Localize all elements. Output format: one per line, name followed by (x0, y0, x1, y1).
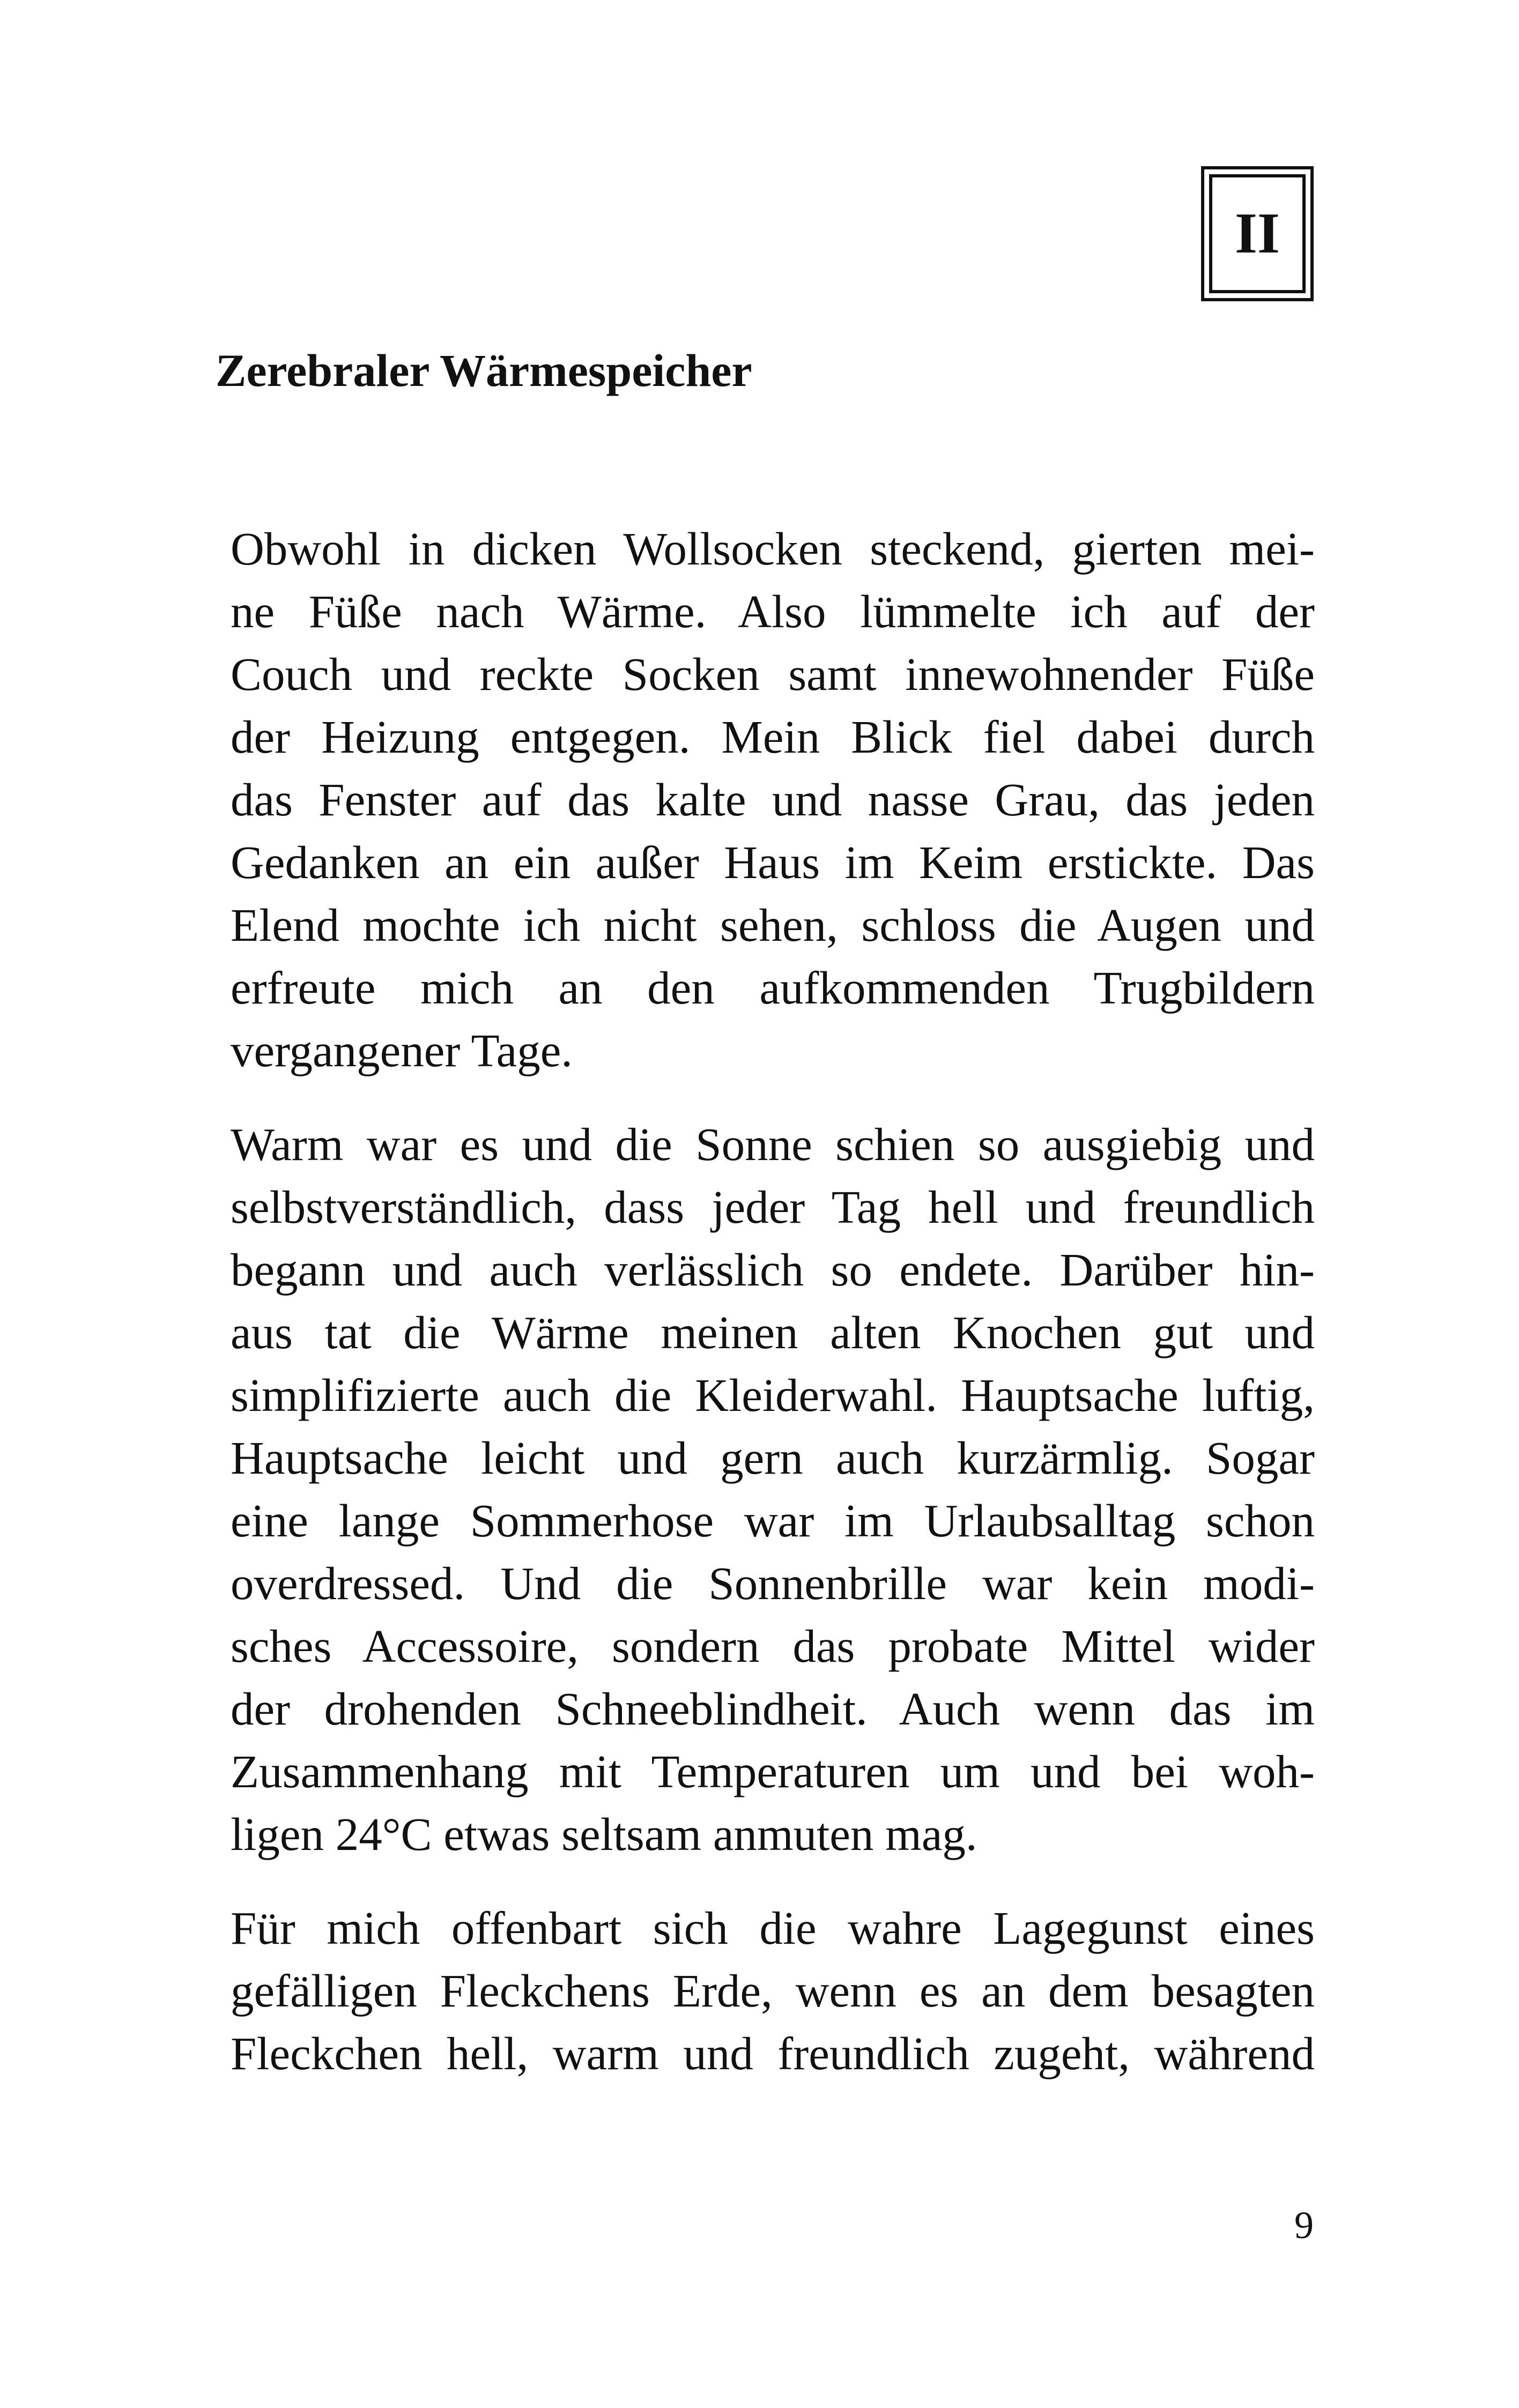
chapter-number-box (1201, 166, 1314, 301)
paragraph-1 (216, 517, 1315, 1082)
text-line: simplifizierte auch die Kleiderwahl. Hauptsache luftig, (231, 1369, 1315, 1421)
text-line: eine lange Sommerhose war im Urlaubsalltag schon (231, 1495, 1315, 1547)
chapter-title: Zerebraler Wärmespeicher (216, 345, 752, 396)
text-line: Warm war es und die Sonne schien so ausgiebig und (231, 1118, 1315, 1170)
text-line: ligen 24°C etwas seltsam anmuten mag. (231, 1808, 977, 1860)
chapter-number: II (1209, 174, 1306, 293)
text-line: Gedanken an ein außer Haus im Keim erstickte. Das (231, 836, 1315, 888)
text-line: Zusammenhang mit Temperaturen um und bei woh- (231, 1745, 1315, 1797)
paragraph-2 (216, 1113, 1315, 1866)
text-line: ne Füße nach Wärme. Also lümmelte ich auf der (231, 585, 1315, 637)
text-line: gefälligen Fleckchens Erde, wenn es an dem besagten (231, 1965, 1315, 2017)
text-line: selbstverständlich, dass jeder Tag hell und freundlich (231, 1181, 1315, 1233)
text-line: Elend mochte ich nicht sehen, schloss die Augen und (231, 899, 1315, 951)
text-line: sches Accessoire, sondern das probate Mittel wider (231, 1620, 1315, 1672)
page-number: 9 (1294, 2204, 1314, 2247)
text-line: Couch und reckte Socken samt innewohnender Füße (231, 648, 1315, 700)
body-text (216, 517, 1315, 2116)
text-line: erfreute mich an den aufkommenden Trugbildern (231, 962, 1315, 1014)
text-line: aus tat die Wärme meinen alten Knochen gut und (231, 1306, 1315, 1358)
text-line: Für mich offenbart sich die wahre Lagegunst eines (231, 1902, 1315, 1954)
text-line: overdressed. Und die Sonnenbrille war kein modi- (231, 1557, 1315, 1609)
text-line: begann und auch verlässlich so endete. Darüber hin- (231, 1244, 1315, 1296)
text-line: der Heizung entgegen. Mein Blick fiel dabei durch (231, 711, 1315, 763)
text-line: Hauptsache leicht und gern auch kurzärmlig. Sogar (231, 1432, 1315, 1484)
text-line: das Fenster auf das kalte und nasse Grau, das jeden (231, 774, 1315, 826)
text-line: Obwohl in dicken Wollsocken steckend, gierten mei- (231, 523, 1315, 575)
paragraph-3 (216, 1897, 1315, 2085)
text-line: Fleckchen hell, warm und freundlich zugeht, während (231, 2027, 1315, 2079)
text-line: vergangener Tage. (231, 1024, 573, 1076)
text-line: der drohenden Schneeblindheit. Auch wenn das im (231, 1683, 1315, 1735)
